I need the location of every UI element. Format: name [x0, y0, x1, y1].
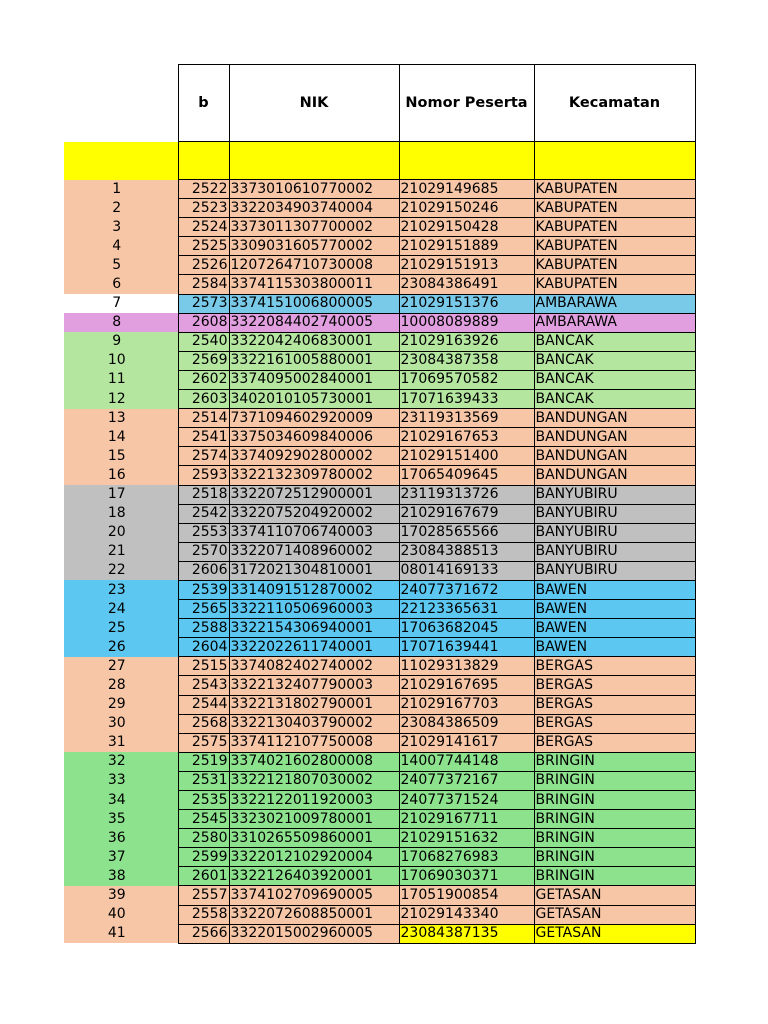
row-number-cell[interactable]: 33: [64, 771, 178, 790]
nik-cell[interactable]: 3322161005880001: [229, 351, 399, 370]
table-row: [64, 218, 695, 237]
b-cell[interactable]: 2570: [178, 542, 229, 561]
highlight-cell[interactable]: [229, 142, 399, 180]
table-row: [64, 752, 695, 771]
kecamatan-cell[interactable]: BANDUNGAN: [534, 428, 695, 447]
kecamatan-cell[interactable]: GETASAN: [534, 905, 695, 924]
row-number-cell[interactable]: 10: [64, 351, 178, 370]
b-cell[interactable]: 2593: [178, 466, 229, 485]
row-number-cell[interactable]: 13: [64, 409, 178, 428]
b-cell[interactable]: 2545: [178, 810, 229, 829]
nomor-peserta-cell[interactable]: 23084386491: [399, 275, 534, 294]
b-cell[interactable]: 2573: [178, 294, 229, 313]
nomor-peserta-cell[interactable]: 21029167653: [399, 428, 534, 447]
nik-cell[interactable]: 3374112107750008: [229, 733, 399, 752]
row-number-cell[interactable]: 15: [64, 447, 178, 466]
row-number-cell[interactable]: 3: [64, 218, 178, 237]
nik-cell[interactable]: 3322122011920003: [229, 791, 399, 810]
nomor-peserta-cell[interactable]: 17051900854: [399, 886, 534, 905]
table-row: [64, 829, 695, 848]
b-cell[interactable]: 2518: [178, 485, 229, 504]
table-row: [64, 848, 695, 867]
table-row: [64, 657, 695, 676]
nomor-peserta-cell[interactable]: 24077371672: [399, 580, 534, 599]
row-number-cell[interactable]: 35: [64, 810, 178, 829]
kecamatan-cell[interactable]: BANYUBIRU: [534, 561, 695, 580]
kecamatan-cell[interactable]: BANCAK: [534, 351, 695, 370]
nik-cell[interactable]: 3323021009780001: [229, 810, 399, 829]
table-row: [64, 905, 695, 924]
row-number-cell[interactable]: 4: [64, 237, 178, 256]
nomor-peserta-cell[interactable]: 23084386509: [399, 714, 534, 733]
b-cell[interactable]: 2575: [178, 733, 229, 752]
row-number-cell[interactable]: 25: [64, 619, 178, 638]
row-number-cell[interactable]: 29: [64, 695, 178, 714]
table-row: [64, 313, 695, 332]
nik-cell[interactable]: 3374021602800008: [229, 752, 399, 771]
b-cell[interactable]: 2522: [178, 180, 229, 199]
nomor-peserta-cell[interactable]: 17071639433: [399, 390, 534, 409]
nik-cell[interactable]: 3310265509860001: [229, 829, 399, 848]
nik-cell[interactable]: 3375034609840006: [229, 428, 399, 447]
row-number-cell[interactable]: 38: [64, 867, 178, 886]
b-cell[interactable]: 2599: [178, 848, 229, 867]
kecamatan-cell[interactable]: KABUPATEN: [534, 275, 695, 294]
b-cell[interactable]: 2568: [178, 714, 229, 733]
row-number-cell[interactable]: 34: [64, 791, 178, 810]
kecamatan-cell[interactable]: BRINGIN: [534, 810, 695, 829]
nomor-peserta-cell[interactable]: 24077371524: [399, 791, 534, 810]
nomor-peserta-cell[interactable]: 21029150246: [399, 199, 534, 218]
kecamatan-cell[interactable]: BRINGIN: [534, 867, 695, 886]
nik-cell[interactable]: 3374151006800005: [229, 294, 399, 313]
nomor-peserta-cell[interactable]: 21029151632: [399, 829, 534, 848]
kecamatan-cell[interactable]: BANCAK: [534, 370, 695, 389]
nik-cell[interactable]: 3322084402740005: [229, 313, 399, 332]
kecamatan-cell[interactable]: KABUPATEN: [534, 237, 695, 256]
table-row: [64, 867, 695, 886]
table-row: [64, 810, 695, 829]
nomor-peserta-cell[interactable]: 21029163926: [399, 332, 534, 351]
kecamatan-cell[interactable]: BAWEN: [534, 619, 695, 638]
kecamatan-cell[interactable]: KABUPATEN: [534, 180, 695, 199]
row-number-cell[interactable]: 14: [64, 428, 178, 447]
row-number-cell[interactable]: 6: [64, 275, 178, 294]
kecamatan-cell[interactable]: BERGAS: [534, 676, 695, 695]
highlight-row: [64, 142, 695, 180]
nik-cell[interactable]: 3322132309780002: [229, 466, 399, 485]
b-cell[interactable]: 2531: [178, 771, 229, 790]
kecamatan-cell[interactable]: BERGAS: [534, 733, 695, 752]
b-cell[interactable]: 2535: [178, 791, 229, 810]
nomor-peserta-cell[interactable]: 21029149685: [399, 180, 534, 199]
kecamatan-cell[interactable]: GETASAN: [534, 886, 695, 905]
row-number-cell[interactable]: 5: [64, 256, 178, 275]
table-row: [64, 237, 695, 256]
table-row: [64, 504, 695, 523]
nomor-peserta-cell[interactable]: 21029167695: [399, 676, 534, 695]
table-row: [64, 791, 695, 810]
b-cell[interactable]: 2566: [178, 924, 229, 943]
row-number-cell[interactable]: 36: [64, 829, 178, 848]
b-cell[interactable]: 2569: [178, 351, 229, 370]
nik-cell[interactable]: 3374102709690005: [229, 886, 399, 905]
nik-cell[interactable]: 3322042406830001: [229, 332, 399, 351]
nomor-peserta-cell[interactable]: 11029313829: [399, 657, 534, 676]
table-row: [64, 733, 695, 752]
kecamatan-cell[interactable]: BAWEN: [534, 600, 695, 619]
kecamatan-cell[interactable]: KABUPATEN: [534, 256, 695, 275]
table-row: [64, 466, 695, 485]
row-number-cell[interactable]: 32: [64, 752, 178, 771]
kecamatan-cell[interactable]: BRINGIN: [534, 829, 695, 848]
nomor-peserta-cell[interactable]: 21029143340: [399, 905, 534, 924]
row-number-cell[interactable]: 18: [64, 504, 178, 523]
kecamatan-cell[interactable]: AMBARAWA: [534, 294, 695, 313]
kecamatan-cell[interactable]: BANCAK: [534, 332, 695, 351]
row-number-cell[interactable]: 23: [64, 580, 178, 599]
nomor-peserta-cell[interactable]: 21029141617: [399, 733, 534, 752]
nomor-peserta-cell[interactable]: 17068276983: [399, 848, 534, 867]
row-number-cell[interactable]: 31: [64, 733, 178, 752]
nomor-peserta-cell[interactable]: 22123365631: [399, 600, 534, 619]
highlight-cell[interactable]: [534, 142, 695, 180]
row-number-cell[interactable]: 40: [64, 905, 178, 924]
b-cell[interactable]: 2604: [178, 638, 229, 657]
table-row: [64, 256, 695, 275]
nik-cell[interactable]: 3172021304810001: [229, 561, 399, 580]
row-number-cell[interactable]: 26: [64, 638, 178, 657]
nik-cell[interactable]: 3322075204920002: [229, 504, 399, 523]
table-row: [64, 542, 695, 561]
row-number-cell[interactable]: 7: [64, 294, 178, 313]
b-cell[interactable]: 2557: [178, 886, 229, 905]
nomor-peserta-cell[interactable]: 17065409645: [399, 466, 534, 485]
table-row: [64, 390, 695, 409]
b-cell[interactable]: 2540: [178, 332, 229, 351]
table-row: [64, 580, 695, 599]
table-row: [64, 771, 695, 790]
kecamatan-cell[interactable]: BRINGIN: [534, 771, 695, 790]
row-number-cell[interactable]: 12: [64, 390, 178, 409]
nomor-peserta-cell[interactable]: 23084388513: [399, 542, 534, 561]
nik-cell[interactable]: 3322034903740004: [229, 199, 399, 218]
nomor-peserta-cell[interactable]: 24077372167: [399, 771, 534, 790]
row-number-cell[interactable]: 21: [64, 542, 178, 561]
b-cell[interactable]: 2580: [178, 829, 229, 848]
nomor-peserta-cell[interactable]: 23119313726: [399, 485, 534, 504]
nomor-peserta-cell[interactable]: 17028565566: [399, 523, 534, 542]
table-row: [64, 351, 695, 370]
header-b[interactable]: b: [178, 65, 229, 142]
b-cell[interactable]: 2606: [178, 561, 229, 580]
b-cell[interactable]: 2602: [178, 370, 229, 389]
highlight-cell[interactable]: [399, 142, 534, 180]
kecamatan-cell[interactable]: BANYUBIRU: [534, 485, 695, 504]
b-cell[interactable]: 2608: [178, 313, 229, 332]
spreadsheet-table: [64, 64, 696, 944]
table-row: [64, 714, 695, 733]
b-cell[interactable]: 2526: [178, 256, 229, 275]
table-row: [64, 523, 695, 542]
table-row: [64, 294, 695, 313]
table-row: [64, 924, 695, 943]
nomor-peserta-cell[interactable]: 21029167703: [399, 695, 534, 714]
table-row: [64, 447, 695, 466]
row-number-cell[interactable]: 24: [64, 600, 178, 619]
nik-cell[interactable]: 3322126403920001: [229, 867, 399, 886]
nik-cell[interactable]: 1207264710730008: [229, 256, 399, 275]
table-row: [64, 695, 695, 714]
row-number-cell[interactable]: 17: [64, 485, 178, 504]
b-cell[interactable]: 2542: [178, 504, 229, 523]
nik-cell[interactable]: 3374095002840001: [229, 370, 399, 389]
header-nomor-peserta[interactable]: Nomor Peserta: [399, 65, 534, 142]
b-cell[interactable]: 2543: [178, 676, 229, 695]
kecamatan-cell[interactable]: BRINGIN: [534, 848, 695, 867]
header-no: [64, 65, 178, 142]
row-number-cell[interactable]: 37: [64, 848, 178, 867]
kecamatan-cell[interactable]: BERGAS: [534, 714, 695, 733]
table-row: [64, 199, 695, 218]
kecamatan-cell[interactable]: BANYUBIRU: [534, 523, 695, 542]
table-row: [64, 180, 695, 199]
row-number-cell[interactable]: 20: [64, 523, 178, 542]
b-cell[interactable]: 2558: [178, 905, 229, 924]
nomor-peserta-cell[interactable]: 23119313569: [399, 409, 534, 428]
b-cell[interactable]: 2514: [178, 409, 229, 428]
nomor-peserta-cell[interactable]: 10008089889: [399, 313, 534, 332]
b-cell[interactable]: 2525: [178, 237, 229, 256]
nik-cell[interactable]: 3374115303800011: [229, 275, 399, 294]
row-number-cell[interactable]: 39: [64, 886, 178, 905]
nik-cell[interactable]: 3322154306940001: [229, 619, 399, 638]
nik-cell[interactable]: 3373010610770002: [229, 180, 399, 199]
nomor-peserta-cell[interactable]: 21029151400: [399, 447, 534, 466]
nomor-peserta-cell[interactable]: 21029167711: [399, 810, 534, 829]
highlight-cell[interactable]: [178, 142, 229, 180]
nik-cell[interactable]: 3322132407790003: [229, 676, 399, 695]
row-number-cell[interactable]: 28: [64, 676, 178, 695]
kecamatan-cell[interactable]: BANYUBIRU: [534, 542, 695, 561]
nik-cell[interactable]: 7371094602920009: [229, 409, 399, 428]
nik-cell[interactable]: 3402010105730001: [229, 390, 399, 409]
nik-cell[interactable]: 3322110506960003: [229, 600, 399, 619]
table-row: [64, 676, 695, 695]
nik-cell[interactable]: 3309031605770002: [229, 237, 399, 256]
table-row: [64, 561, 695, 580]
nik-cell[interactable]: 3373011307700002: [229, 218, 399, 237]
row-number-cell[interactable]: 16: [64, 466, 178, 485]
row-number-cell[interactable]: 1: [64, 180, 178, 199]
b-cell[interactable]: 2553: [178, 523, 229, 542]
nik-cell[interactable]: 3322121807030002: [229, 771, 399, 790]
nomor-peserta-cell[interactable]: 21029151913: [399, 256, 534, 275]
nomor-peserta-cell[interactable]: 21029151889: [399, 237, 534, 256]
b-cell[interactable]: 2544: [178, 695, 229, 714]
nik-cell[interactable]: 3374110706740003: [229, 523, 399, 542]
nik-cell[interactable]: 3322015002960005: [229, 924, 399, 943]
nomor-peserta-cell[interactable]: 17069570582: [399, 370, 534, 389]
kecamatan-cell[interactable]: AMBARAWA: [534, 313, 695, 332]
nomor-peserta-cell[interactable]: 21029167679: [399, 504, 534, 523]
b-cell[interactable]: 2574: [178, 447, 229, 466]
nomor-peserta-cell[interactable]: 08014169133: [399, 561, 534, 580]
nomor-peserta-cell[interactable]: 14007744148: [399, 752, 534, 771]
row-number-cell[interactable]: 22: [64, 561, 178, 580]
table-row: [64, 409, 695, 428]
nik-cell[interactable]: 3322022611740001: [229, 638, 399, 657]
b-cell[interactable]: 2541: [178, 428, 229, 447]
kecamatan-cell[interactable]: BAWEN: [534, 580, 695, 599]
b-cell[interactable]: 2588: [178, 619, 229, 638]
kecamatan-cell[interactable]: BANDUNGAN: [534, 466, 695, 485]
b-cell[interactable]: 2603: [178, 390, 229, 409]
nomor-peserta-cell[interactable]: 23084387358: [399, 351, 534, 370]
nik-cell[interactable]: 3322071408960002: [229, 542, 399, 561]
row-number-cell[interactable]: 30: [64, 714, 178, 733]
nomor-peserta-cell[interactable]: 23084387135: [399, 924, 534, 943]
nik-cell[interactable]: 3314091512870002: [229, 580, 399, 599]
b-cell[interactable]: 2524: [178, 218, 229, 237]
header-nik[interactable]: NIK: [229, 65, 399, 142]
row-number-cell[interactable]: 41: [64, 924, 178, 943]
row-number-cell[interactable]: 11: [64, 370, 178, 389]
nik-cell[interactable]: 3322072512900001: [229, 485, 399, 504]
nik-cell[interactable]: 3374092902800002: [229, 447, 399, 466]
table-row: [64, 619, 695, 638]
b-cell[interactable]: 2601: [178, 867, 229, 886]
nomor-peserta-cell[interactable]: 17069030371: [399, 867, 534, 886]
row-number-cell[interactable]: 2: [64, 199, 178, 218]
table-row: [64, 600, 695, 619]
kecamatan-cell[interactable]: BRINGIN: [534, 791, 695, 810]
nik-cell[interactable]: 3322012102920004: [229, 848, 399, 867]
b-cell[interactable]: 2565: [178, 600, 229, 619]
kecamatan-cell[interactable]: BANYUBIRU: [534, 504, 695, 523]
table-row: [64, 332, 695, 351]
kecamatan-cell[interactable]: BERGAS: [534, 695, 695, 714]
kecamatan-cell[interactable]: GETASAN: [534, 924, 695, 943]
table-row: [64, 485, 695, 504]
nomor-peserta-cell[interactable]: 21029150428: [399, 218, 534, 237]
table-row: [64, 428, 695, 447]
kecamatan-cell[interactable]: BANCAK: [534, 390, 695, 409]
b-cell[interactable]: 2523: [178, 199, 229, 218]
table-row: [64, 886, 695, 905]
kecamatan-cell[interactable]: BANDUNGAN: [534, 447, 695, 466]
header-kecamatan[interactable]: Kecamatan: [534, 65, 695, 142]
kecamatan-cell[interactable]: BANDUNGAN: [534, 409, 695, 428]
nik-cell[interactable]: 3374082402740002: [229, 657, 399, 676]
b-cell[interactable]: 2539: [178, 580, 229, 599]
table-row: [64, 275, 695, 294]
kecamatan-cell[interactable]: BAWEN: [534, 638, 695, 657]
row-number-cell[interactable]: 9: [64, 332, 178, 351]
nik-cell[interactable]: 3322072608850001: [229, 905, 399, 924]
b-cell[interactable]: 2584: [178, 275, 229, 294]
table-row: [64, 370, 695, 389]
kecamatan-cell[interactable]: BERGAS: [534, 657, 695, 676]
kecamatan-cell[interactable]: BRINGIN: [534, 752, 695, 771]
header-row: [64, 65, 695, 142]
row-number-cell[interactable]: 27: [64, 657, 178, 676]
nik-cell[interactable]: 3322130403790002: [229, 714, 399, 733]
b-cell[interactable]: 2515: [178, 657, 229, 676]
b-cell[interactable]: 2519: [178, 752, 229, 771]
kecamatan-cell[interactable]: KABUPATEN: [534, 218, 695, 237]
nik-cell[interactable]: 3322131802790001: [229, 695, 399, 714]
kecamatan-cell[interactable]: KABUPATEN: [534, 199, 695, 218]
row-number-cell[interactable]: 8: [64, 313, 178, 332]
table-row: [64, 638, 695, 657]
nomor-peserta-cell[interactable]: 17071639441: [399, 638, 534, 657]
nomor-peserta-cell[interactable]: 17063682045: [399, 619, 534, 638]
nomor-peserta-cell[interactable]: 21029151376: [399, 294, 534, 313]
highlight-cell[interactable]: [64, 142, 178, 180]
